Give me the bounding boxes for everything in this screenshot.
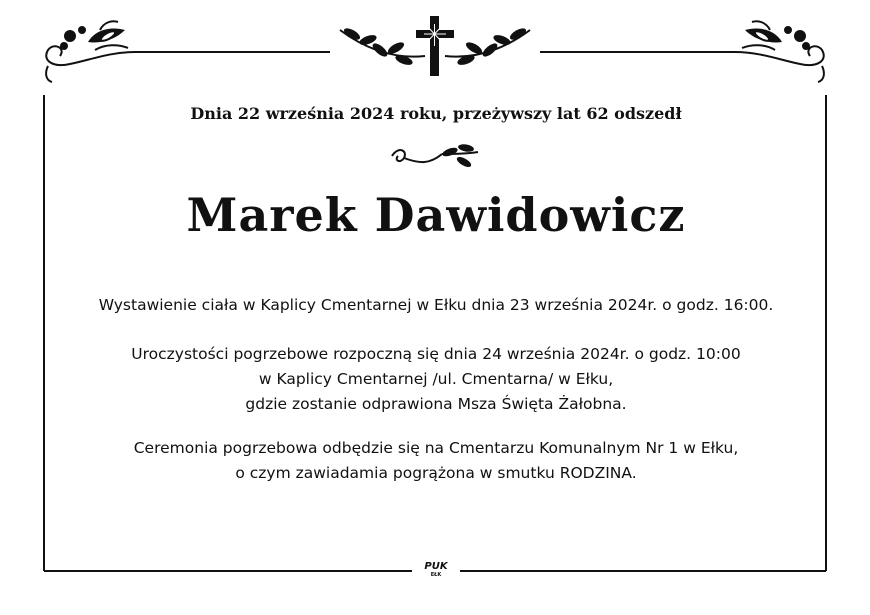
- logo-main-text: PUK: [424, 561, 448, 572]
- floral-corner-left-icon: [46, 21, 135, 82]
- cross-with-laurel-icon: [340, 16, 530, 76]
- paragraph-line: Wystawienie ciała w Kaplicy Cmentarnej w Ełku dnia 23 września 2024r. o godz. 16:00.: [98, 296, 774, 314]
- paragraph-line: w Kaplicy Cmentarnej /ul. Cmentarna/ w Ełku,: [258, 370, 614, 388]
- puk-logo: [418, 562, 454, 578]
- leaf-swirl-icon: [390, 140, 482, 174]
- floral-corner-right-icon: [735, 21, 824, 82]
- notice-lead: Dnia 22 września 2024 roku, przeżywszy lat 62 odszedł: [190, 104, 682, 123]
- paragraph-line: gdzie zostanie odprawiona Msza Święta Żałobna.: [245, 395, 627, 413]
- paragraph-viewing: [45, 293, 827, 318]
- paragraph-line: Uroczystości pogrzebowe rozpoczną się dnia 24 września 2024r. o godz. 10:00: [131, 345, 741, 363]
- paragraph-ceremony: [45, 342, 827, 417]
- deceased-name: Marek Dawidowicz: [186, 188, 686, 242]
- paragraph-line: o czym zawiadamia pogrążona w smutku RODZINA.: [235, 464, 637, 482]
- paragraph-line: Ceremonia pogrzebowa odbędzie się na Cmentarzu Komunalnym Nr 1 w Ełku,: [133, 439, 739, 457]
- logo-sub-text: EŁK: [430, 572, 442, 578]
- paragraph-burial: [45, 436, 827, 486]
